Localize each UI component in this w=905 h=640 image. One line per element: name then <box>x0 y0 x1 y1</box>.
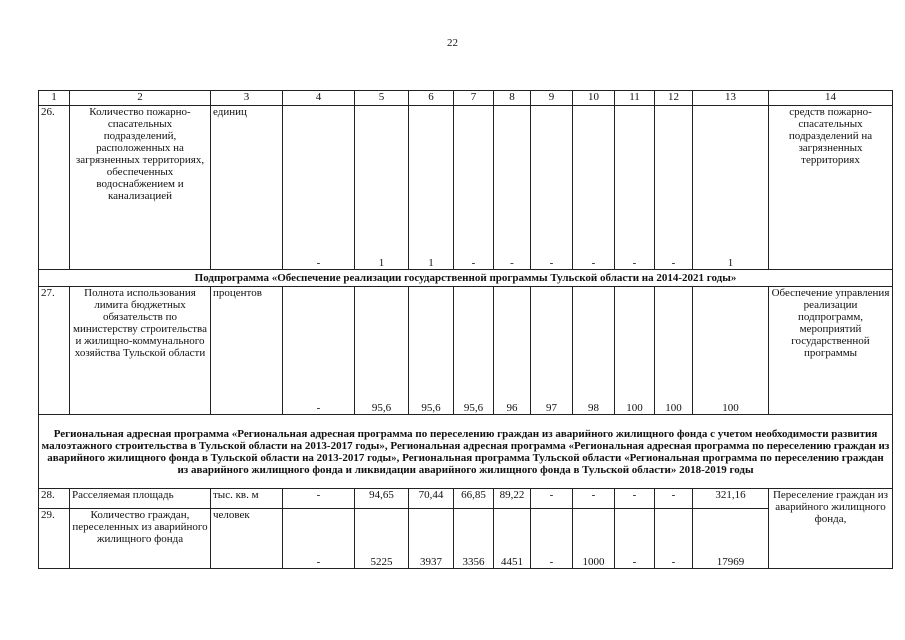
column-header: 6 <box>409 91 454 106</box>
value-cell: - <box>531 106 573 270</box>
value-cell: 17969 <box>693 509 769 569</box>
value-cell: - <box>573 106 615 270</box>
subprogram-title: Подпрограмма «Обеспечение реализации государственной программы Тульской области на 2014-2021 годы» <box>39 270 893 287</box>
unit-cell: процентов <box>211 287 283 415</box>
row-number: 26. <box>39 106 70 270</box>
column-header: 1 <box>39 91 70 106</box>
value-cell: 321,16 <box>693 489 769 509</box>
column-header: 2 <box>70 91 211 106</box>
indicator-name: Расселяемая площадь <box>70 489 211 509</box>
value-cell: 4451 <box>494 509 531 569</box>
value-cell: - <box>283 287 355 415</box>
table-row-28 <box>39 489 893 509</box>
value-cell: 98 <box>573 287 615 415</box>
column-header: 13 <box>693 91 769 106</box>
indicators-table <box>38 90 893 569</box>
value-cell: 89,22 <box>494 489 531 509</box>
purpose-note: Переселение граждан из аварийного жилищного фонда, <box>769 489 893 569</box>
page-number: 22 <box>447 37 458 49</box>
value-cell: 3356 <box>454 509 494 569</box>
column-header: 9 <box>531 91 573 106</box>
value-cell: - <box>615 106 655 270</box>
value-cell: 97 <box>531 287 573 415</box>
value-cell: - <box>655 509 693 569</box>
program-title-row <box>39 415 893 489</box>
value-cell: - <box>454 106 494 270</box>
table-row-29 <box>39 509 893 569</box>
unit-cell: единиц <box>211 106 283 270</box>
value-cell: - <box>655 106 693 270</box>
subprogram-title-row <box>39 270 893 287</box>
column-header: 5 <box>355 91 409 106</box>
table-row-26 <box>39 106 893 270</box>
value-cell: 1 <box>355 106 409 270</box>
row-number: 29. <box>39 509 70 569</box>
value-cell: - <box>283 509 355 569</box>
indicator-name: Полнота использования лимита бюджетных обязательств по министерству строительства и жилищно-коммунального хозяйства Тульской области <box>70 287 211 415</box>
value-cell: 1000 <box>573 509 615 569</box>
value-cell: 100 <box>655 287 693 415</box>
value-cell: 100 <box>693 287 769 415</box>
value-cell: 3937 <box>409 509 454 569</box>
value-cell: - <box>573 489 615 509</box>
column-header: 8 <box>494 91 531 106</box>
column-header: 12 <box>655 91 693 106</box>
program-title: Региональная адресная программа «Региональная адресная программа по переселению граждан из аварийного жилищного фонда с учетом необходимости развития малоэтажного строительства в Тульской области на 2013-2017 годы», Региональная адресная программа «Региональная адресная программа по переселению граждан из аварийного жилищного фонда в Тульской области на 2013-2017 годы», Региональная программа Тульской области «Региональная программа по переселению граждан из аварийного жилищного фонда и ликвидации аварийного жилищного фонда в Тульской области» 2018-2019 годы <box>39 415 893 489</box>
value-cell: 66,85 <box>454 489 494 509</box>
unit-cell: человек <box>211 509 283 569</box>
row-number: 28. <box>39 489 70 509</box>
value-cell: 1 <box>693 106 769 270</box>
column-header: 10 <box>573 91 615 106</box>
column-header: 11 <box>615 91 655 106</box>
indicator-name: Количество пожарно-спасательных подразделений, расположенных на загрязненных территориях, обеспеченных водоснабжением и канализацией <box>70 106 211 270</box>
value-cell: 70,44 <box>409 489 454 509</box>
purpose-note: Обеспечение управления реализации подпрограмм, мероприятий государственной программы <box>769 287 893 415</box>
value-cell: - <box>531 489 573 509</box>
value-cell: - <box>494 106 531 270</box>
value-cell: - <box>531 509 573 569</box>
unit-cell: тыс. кв. м <box>211 489 283 509</box>
value-cell: - <box>283 489 355 509</box>
value-cell: - <box>615 509 655 569</box>
column-header: 14 <box>769 91 893 106</box>
value-cell: 5225 <box>355 509 409 569</box>
value-cell: 100 <box>615 287 655 415</box>
column-header: 7 <box>454 91 494 106</box>
value-cell: 1 <box>409 106 454 270</box>
value-cell: 94,65 <box>355 489 409 509</box>
indicator-name: Количество граждан, переселенных из аварийного жилищного фонда <box>70 509 211 569</box>
value-cell: - <box>283 106 355 270</box>
value-cell: 95,6 <box>454 287 494 415</box>
value-cell: 95,6 <box>409 287 454 415</box>
value-cell: - <box>655 489 693 509</box>
column-header: 3 <box>211 91 283 106</box>
column-numbers-row <box>39 91 893 106</box>
table-row-27 <box>39 287 893 415</box>
value-cell: 95,6 <box>355 287 409 415</box>
column-header: 4 <box>283 91 355 106</box>
value-cell: 96 <box>494 287 531 415</box>
purpose-note: средств пожарно-спасательных подразделений на загрязненных территориях <box>769 106 893 270</box>
value-cell: - <box>615 489 655 509</box>
row-number: 27. <box>39 287 70 415</box>
